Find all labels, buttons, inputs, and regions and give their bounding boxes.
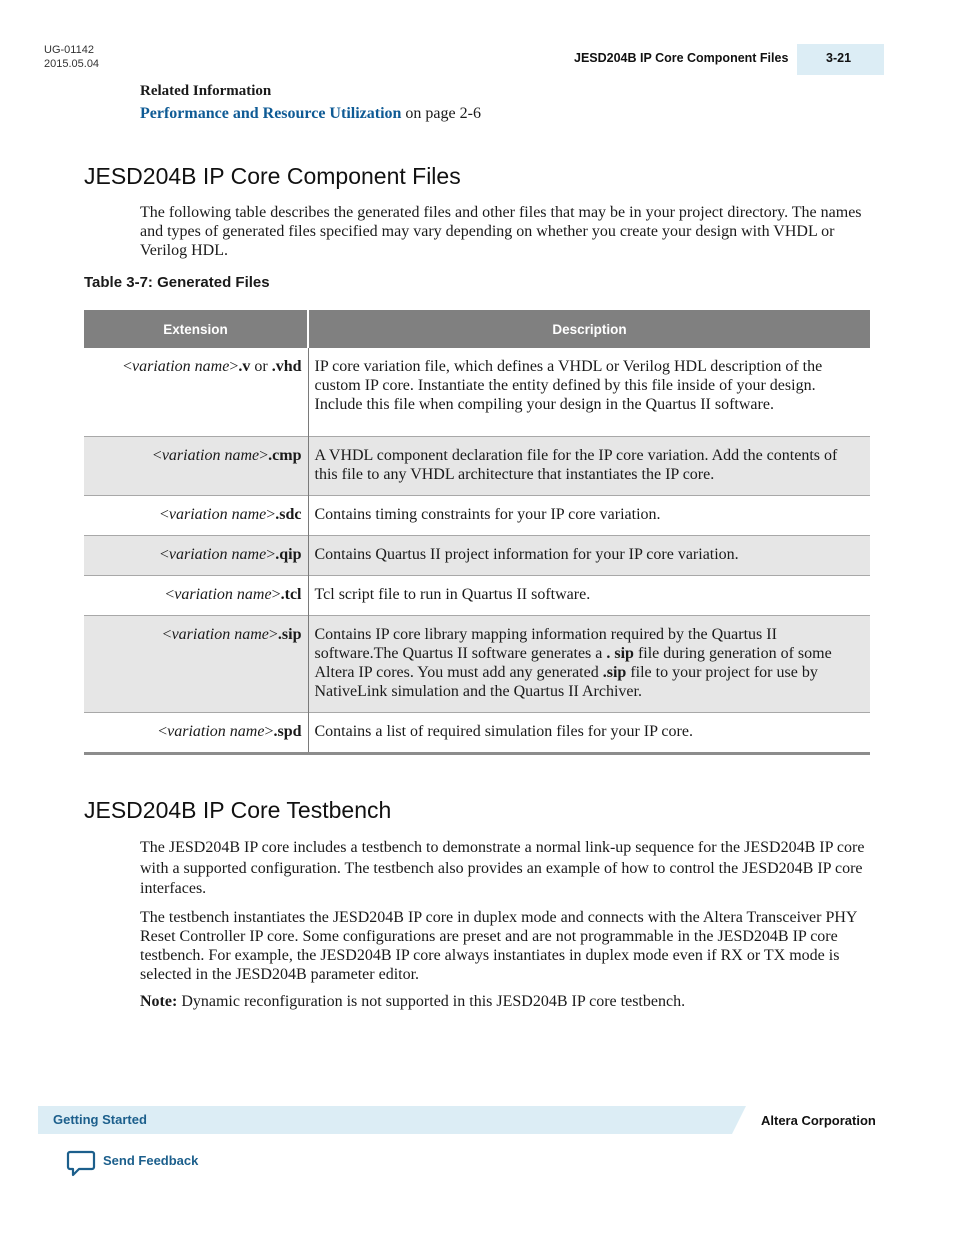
related-info-line [140,105,481,123]
description-cell: Contains a list of required simulation files for your IP core. [308,713,870,754]
table-row [84,536,870,576]
variation-name-placeholder: variation name [171,626,269,643]
description-cell [308,616,870,713]
note-label: Note: [140,993,178,1010]
testbench-paragraph-2: The testbench instantiates the JESD204B IP core in duplex mode and connects with the Altera Transceiver PHY Reset Controller IP core. Some configurations are preset and are not programmable in the JESD204B IP core testbench. For example, the JESD204B IP core always instantiates in duplex mode even if RX or TX mode is selected in the JESD204B parameter editor. [140,909,857,983]
file-extension-alt: .vhd [271,358,302,375]
extension-cell [84,713,308,754]
bracket-open: < [159,506,169,523]
extension-cell [84,536,308,576]
bracket-open: < [122,358,133,375]
bracket-open: < [162,626,172,643]
table-row [84,437,870,496]
extension-cell [84,576,308,616]
or-connector: or [250,358,272,375]
table-row [84,496,870,536]
extension-cell [84,616,308,713]
testbench-note [140,992,865,1011]
variation-name-placeholder: variation name [168,546,267,563]
footer-company: Altera Corporation [761,1113,876,1128]
doc-id-block [44,43,99,71]
page-number-tab [797,44,884,75]
file-extension: .qip [275,546,302,563]
description-cell: Tcl script file to run in Quartus II software. [308,576,870,616]
file-extension: .v [238,358,251,375]
description-cell: Contains timing constraints for your IP core variation. [308,496,870,536]
bracket-close: > [264,723,274,740]
bracket-open: < [159,546,169,563]
column-header-description: Description [308,310,870,348]
bracket-close: > [259,447,269,464]
related-info-link[interactable]: Performance and Resource Utilization [140,105,402,122]
description-text: Contains IP core library mapping information required by the Quartus II software.The Quartus II software generates a [314,626,777,662]
extension-cell [84,496,308,536]
file-extension: .spd [273,723,302,740]
send-feedback-link[interactable]: Send Feedback [103,1153,199,1168]
bracket-close: > [268,626,278,643]
file-extension: .sdc [275,506,302,523]
section-intro-paragraph: The following table describes the generated files and other files that may be in your project directory. The names and types of generated files specified may vary depending on whether you create your design with VHDL or Verilog HDL. [140,204,862,259]
file-extension: .cmp [268,447,302,464]
variation-name-placeholder: variation name [132,358,230,375]
file-extension: .sip [277,626,302,643]
doc-date: 2015.05.04 [44,58,100,70]
table-row [84,348,870,437]
bracket-open: < [152,447,162,464]
description-text: file to your project for use by NativeLink simulation and the Quartus II Archiver. [314,664,818,700]
section-heading-testbench: JESD204B IP Core Testbench [84,797,392,823]
table-caption: Table 3-7: Generated Files [84,274,270,291]
bracket-close: > [229,358,239,375]
testbench-paragraph-1: The JESD204B IP core includes a testbench to demonstrate a normal link-up sequence for the JESD204B IP core with a supported configuration. The testbench also provides an example of how to control the JESD204B IP core interfaces. [140,839,865,897]
bracket-close: > [271,586,281,603]
variation-name-placeholder: variation name [167,723,265,740]
page-number: 3-21 [826,51,852,65]
variation-name-placeholder: variation name [161,447,260,464]
sip-extension-bold: .sip [602,664,627,681]
description-cell: A VHDL component declaration file for the IP core variation. Add the contents of this file to any VHDL architecture that instantiates the IP core. [308,437,870,496]
description-cell: Contains Quartus II project information for your IP core variation. [308,536,870,576]
variation-name-placeholder: variation name [168,506,267,523]
file-extension: .tcl [280,586,302,603]
description-text: file during generation of some Altera IP cores. You must add any generated [314,645,832,681]
sip-extension-bold: . sip [606,645,634,662]
extension-cell [84,348,308,437]
table-row [84,713,870,754]
bracket-open: < [158,723,168,740]
extension-cell [84,437,308,496]
running-header-title: JESD204B IP Core Component Files [574,51,789,65]
footer-chapter-link[interactable]: Getting Started [53,1112,147,1127]
variation-name-placeholder: variation name [174,586,272,603]
related-info-page-ref: on page 2-6 [401,105,481,122]
description-cell: IP core variation file, which defines a VHDL or Verilog HDL description of the custom IP core. Instantiate the entity defined by this file inside of your design. Include this file when compiling your design in the Quartus II software. [314,358,823,413]
table-row [84,616,870,713]
note-text: Dynamic reconfiguration is not supported in this JESD204B IP core testbench. [177,993,686,1010]
doc-id: UG-01142 [44,44,94,56]
table-header-row [84,310,870,348]
related-info-heading: Related Information [140,83,272,99]
feedback-icon[interactable] [66,1150,96,1183]
column-header-extension: Extension [84,310,308,348]
bracket-open: < [165,586,175,603]
section-heading-component-files: JESD204B IP Core Component Files [84,163,461,189]
table-row [84,576,870,616]
generated-files-table [84,310,870,755]
bracket-close: > [266,546,276,563]
bracket-close: > [266,506,276,523]
